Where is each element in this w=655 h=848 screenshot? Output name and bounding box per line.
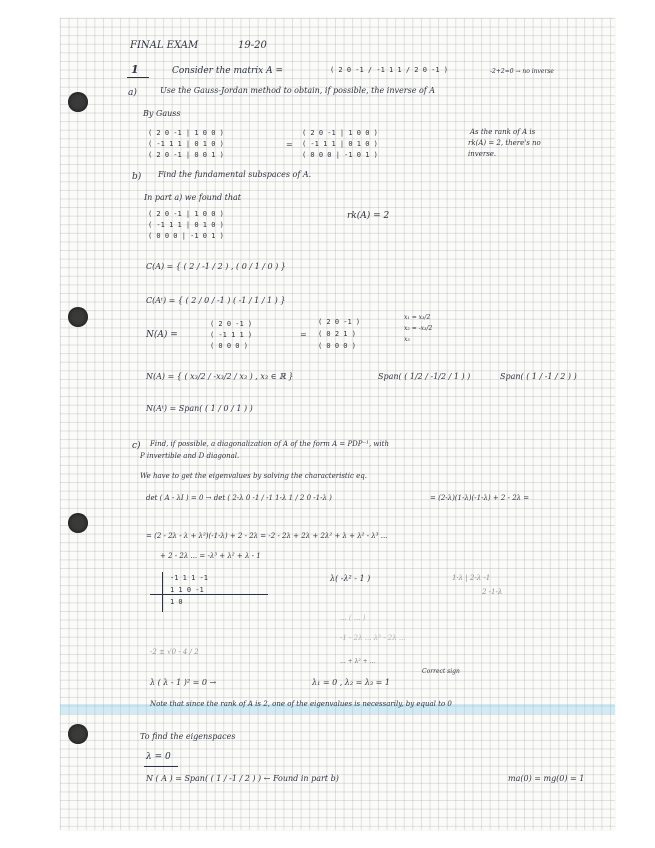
aug-left-row: ( 2 0 -1 | 0 0 1 ) <box>148 151 224 159</box>
bullet-eigenvalues: We have to get the eigenvalues by solving the characteristic eq. <box>140 472 367 480</box>
part-a-text: Use the Gauss-Jordan method to obtain, if possible, the inverse of A <box>160 86 436 95</box>
by-gauss: By Gauss <box>143 109 181 118</box>
eigenvalues: λ₁ = 0 , λ₂ = λ₃ = 1 <box>312 678 391 687</box>
part-b-line1: In part a) we found that <box>144 193 241 202</box>
part-c-label: c) <box>132 441 141 451</box>
det-line3: + 2 - 2λ ... = -λ³ + λ² + λ - 1 <box>160 552 261 560</box>
ruffini-row: 1 0 <box>170 598 183 606</box>
nullspace-matrix2-row: ( 0 2 1 ) <box>318 330 356 338</box>
det-line2: = (2 - 2λ - λ + λ²)(-1-λ) + 2 - 2λ = -2 - 2λ + 2λ + 2λ² + λ + λ² - λ³ ... <box>146 532 388 540</box>
aug-equals: = <box>286 140 293 149</box>
nullspace-eq-line: x₂ = -x₃/2 <box>404 325 433 332</box>
rank-note: Note that since the rank of A is 2, one of the eigenvalues is necessarily, by equal to 0 <box>150 700 452 708</box>
nullspace-span2: Span( ( 1 / -1 / 2 ) ) <box>500 372 577 381</box>
nullspace-matrix2-row: ( 2 0 -1 ) <box>318 318 361 326</box>
nullspace-span1: Span( ( 1/2 / -1/2 / 1 ) ) <box>378 372 471 381</box>
nullspace-matrix1-row: ( -1 1 1 ) <box>210 331 253 339</box>
part-b-matrix-row: ( 2 0 -1 | 1 0 0 ) <box>148 210 224 218</box>
problem-number: 1 <box>131 63 139 76</box>
problem-intro: Consider the matrix A = <box>172 66 283 76</box>
multiplicities: ma(0) = mg(0) = 1 <box>508 774 585 783</box>
part-b-matrix-row: ( -1 1 1 | 0 1 0 ) <box>148 221 224 229</box>
scratch-work: ... ( ... ) <box>340 614 366 622</box>
sum-line: ... + λ² + ... <box>340 658 376 665</box>
hole-punch-icon <box>68 92 88 112</box>
aug-right-row: ( 0 0 0 | -1 0 1 ) <box>302 151 378 159</box>
hole-punch-icon <box>68 307 88 327</box>
bullet-eigenspaces: To find the eigenspaces <box>140 732 236 741</box>
scratch-work: 1·λ | 2-λ -1 <box>452 574 491 582</box>
aug-left-row: ( -1 1 1 | 0 1 0 ) <box>148 140 224 148</box>
left-nullspace: N(Aᵗ) = Span( ( 1 / 0 / 1 ) ) <box>146 404 253 413</box>
hole-punch-icon <box>68 724 88 744</box>
nullspace-matrix1-row: ( 2 0 -1 ) <box>210 320 253 328</box>
quadratic-formula: -2 ± √0 - 4 / 2 <box>150 648 199 656</box>
nullspace-matrix1-row: ( 0 0 0 ) <box>210 342 248 350</box>
hole-punch-icon <box>68 513 88 533</box>
column-space: C(A) = { ( 2 / -1 / 2 ) , ( 0 / 1 / 0 ) } <box>146 262 286 271</box>
nullspace-eq-line: x₁ = x₃/2 <box>404 314 431 321</box>
lambda-zero: λ = 0 <box>146 752 171 762</box>
rank-conclusion: rk(A) = 2, there's no <box>468 139 541 147</box>
ruffini-divider <box>162 572 163 612</box>
nullspace-eq-line: x₃ <box>404 336 410 343</box>
null-final: N ( A ) = Span( ( 1 / -1 / 2 ) ) ← Found in part b) <box>146 774 339 783</box>
eigen-equation: λ ( λ - 1 )² = 0 → <box>150 678 217 687</box>
ruffini-row: -1 1 1 -1 <box>170 574 208 582</box>
correct-sign-note: Correct sign <box>422 668 460 675</box>
note-no-inverse: -2+2=0 → no inverse <box>490 68 554 75</box>
nullspace-matrix2-row: ( 0 0 0 ) <box>318 342 356 350</box>
part-a-label: a) <box>128 88 137 98</box>
part-c-text1: Find, if possible, a diagonalization of A of the form A = PDP⁻¹, with <box>150 440 389 448</box>
scratch-work: 2 -1-λ <box>482 588 503 596</box>
matrix-a: ( 2 0 -1 / -1 1 1 / 2 0 -1 ) <box>330 66 449 74</box>
det-line1: det ( A - λI ) = 0 → det ( 2-λ 0 -1 / -1 1-λ 1 / 2 0 -1-λ ) <box>146 494 332 502</box>
nullspace-eq: = <box>300 330 307 339</box>
rank-conclusion: As the rank of A is <box>470 128 536 136</box>
row-space: C(Aᵗ) = { ( 2 / 0 / -1 ) ( -1 / 1 / 1 ) } <box>146 296 286 305</box>
part-c-text2: P invertible and D diagonal. <box>140 452 240 460</box>
problem-underline <box>127 77 149 78</box>
aug-right-row: ( 2 0 -1 | 1 0 0 ) <box>302 129 378 137</box>
det-line1-right: = (2-λ)(1-λ)(-1-λ) + 2 - 2λ = <box>430 494 530 502</box>
lambda-zero-underline <box>144 766 178 767</box>
part-b-text: Find the fundamental subspaces of A. <box>158 170 312 179</box>
aug-left-row: ( 2 0 -1 | 1 0 0 ) <box>148 129 224 137</box>
factorization: λ( -λ² - 1 ) <box>330 574 371 583</box>
ruffini-divider <box>150 594 268 595</box>
nullspace-set: N(A) = { ( x₃/2 / -x₃/2 / x₃ ) , x₃ ∈ ℝ } <box>146 372 294 381</box>
exam-year: 19-20 <box>238 40 267 51</box>
ruffini-row: 1 1 0 -1 <box>170 586 204 594</box>
part-b-label: b) <box>132 172 142 182</box>
scratch-work: -1 - 2λ ... λ³ - 2λ ... <box>340 634 406 642</box>
part-b-matrix-row: ( 0 0 0 | -1 0 1 ) <box>148 232 224 240</box>
rank-conclusion: inverse. <box>468 150 497 158</box>
exam-title: FINAL EXAM <box>130 40 199 51</box>
rank-value: rk(A) = 2 <box>347 211 390 221</box>
aug-right-row: ( -1 1 1 | 0 1 0 ) <box>302 140 378 148</box>
nullspace-label: N(A) = <box>146 330 178 340</box>
